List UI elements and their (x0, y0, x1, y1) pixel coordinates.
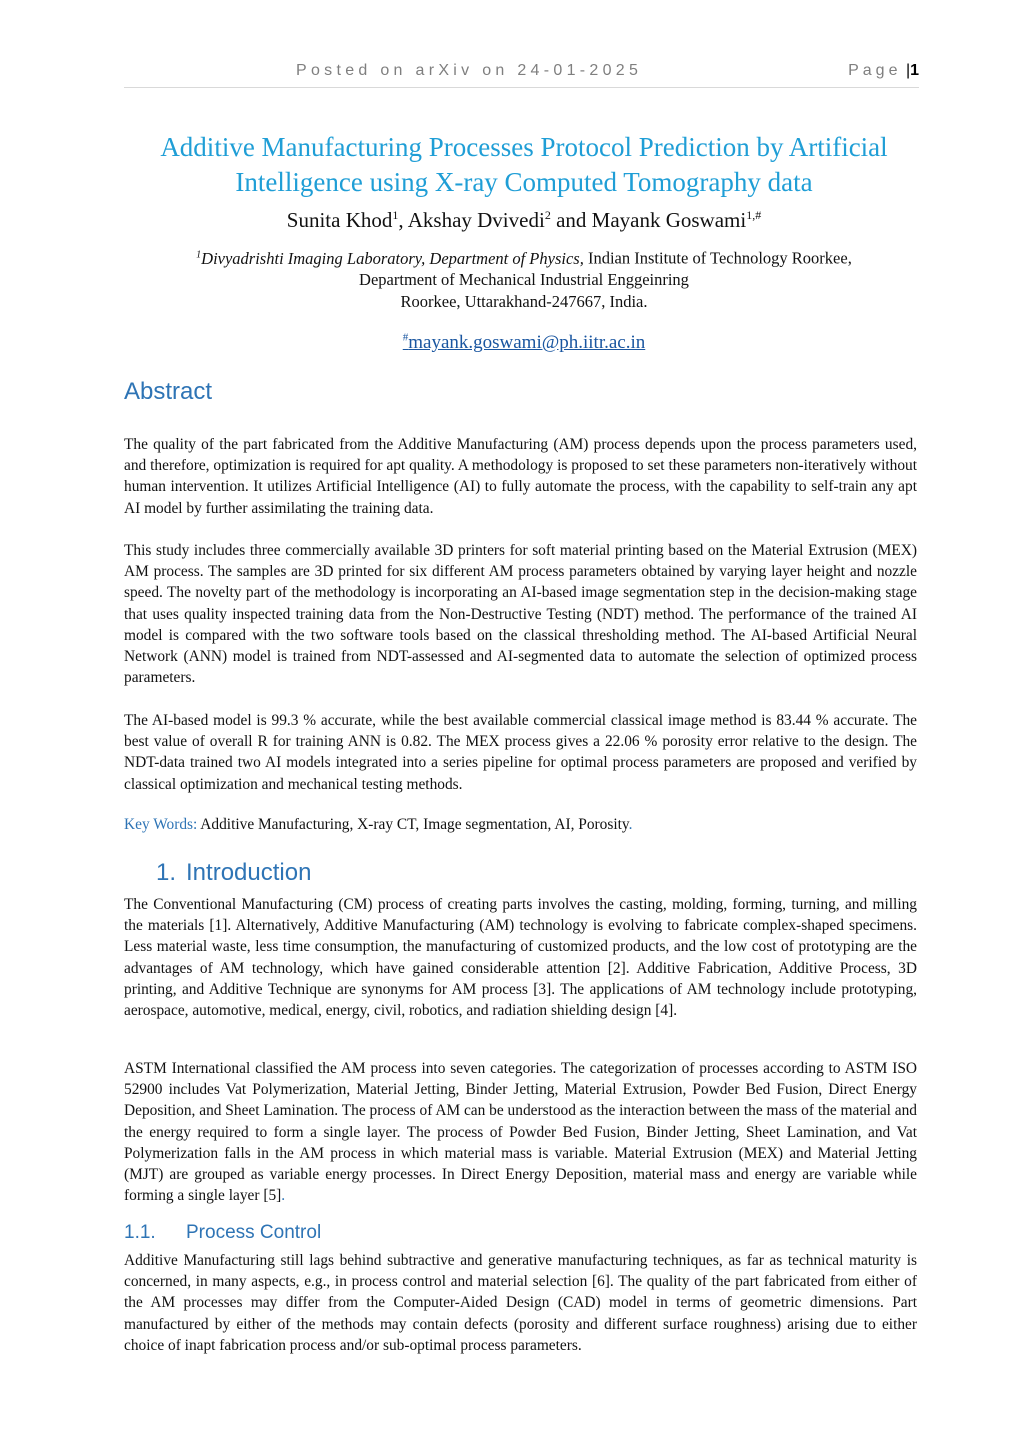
author-affiliation-mark: 2 (544, 208, 551, 222)
affiliation-line-1 (124, 244, 924, 269)
author-affiliation-mark: 1 (392, 208, 399, 222)
abstract-paragraph: The AI-based model is 99.3 % accurate, while the best available commercial classical image method is 83.44 % accurate. The best value of overall R for training ANN is 0.82. The MEX process gives a 22.06 % porosity error relative to the design. The NDT-data trained two AI models integrated into a series pipeline for optimal process parameters are proposed and verified by classical optimization and mechanical testing methods. (124, 712, 917, 793)
page-label (848, 62, 919, 80)
section-title: Introduction (186, 859, 312, 886)
section-number: 1. (156, 859, 177, 886)
author-separator: and (550, 208, 592, 232)
process-control-heading (124, 1222, 321, 1244)
email-mark: # (402, 332, 409, 344)
keywords-line (124, 816, 632, 834)
keywords-list: Additive Manufacturing, X-ray CT, Image segmentation, AI, Porosity (197, 816, 629, 833)
corresponding-email[interactable] (124, 332, 924, 354)
introduction-paragraph: The Conventional Manufacturing (CM) process of creating parts involves the casting, molding, forming, turning, and milling the materials [1]. Alternatively, Additive Manufacturing (AM) technology is evolving to fabricate complex-shaped specimens. Less material waste, less time consumption, the manufacturing of customized products, and the low cost of prototyping are the advantages of AM technology, which have gained considerable attention [2]. Additive Fabrication, Additive Process, 3D printing, and Additive Technique are synonyms for AM process [3]. The applications of AM technology include prototyping, aerospace, automotive, medical, energy, civil, robotics, and radiation shielding design [4]. (124, 896, 917, 1020)
subsection-number: 1.1. (124, 1222, 156, 1243)
page-word: Page (848, 62, 902, 79)
affiliation-mark: 1 (196, 249, 202, 260)
page-separator: | (905, 62, 911, 79)
page-number: 1 (910, 62, 919, 79)
introduction-paragraph (124, 1058, 917, 1206)
paragraph-end: . (281, 1187, 286, 1205)
keywords-period: . (628, 816, 633, 833)
title-line-2: Intelligence using X-ray Computed Tomography data (235, 167, 813, 197)
author-separator: , (398, 208, 408, 232)
citation: [5] (263, 1187, 282, 1205)
introduction-heading (156, 859, 311, 887)
keywords-label: Key Words: (124, 816, 198, 833)
email-address: mayank.goswami@ph.iitr.ac.in (408, 332, 646, 354)
abstract-heading: Abstract (124, 378, 213, 405)
paragraph-text: ASTM International classified the AM process into seven categories. The categorization of processes according to ASTM ISO 52900 includes Vat Polymerization, Material Jetting, Binder Jetting, Material Extrusion, Powder Bed Fusion, Direct Energy Deposition, and Sheet Lamination. The process of AM can be understood as the interaction between the mass of the material and the energy required to form a single layer. The process of Powder Bed Fusion, Binder Jetting, Sheet Lamination, and Vat Polymerization falls in the AM process in which material mass is variable. Material Extrusion (MEX) and Material Jetting (MJT) are grouped as variable energy processes. In Direct Energy Deposition, material mass and energy are variable while forming a single layer (124, 1060, 917, 1205)
posted-date: Posted on arXiv on 24-01-2025 (296, 62, 643, 79)
author-name: Akshay Dvivedi (407, 208, 545, 232)
affiliation-block (124, 244, 924, 312)
abstract-paragraph: This study includes three commercially available 3D printers for soft material printing based on the Material Extrusion (MEX) AM process. The samples are 3D printed for six different AM process parameters obtained by varying layer height and nozzle speed. The novelty part of the methodology is incorporating an AI-based image segmentation step in the decision-making stage that uses quality inspected training data from the Non-Destructive Testing (NDT) method. The performance of the trained AI model is compared with the two software tools based on the classical thresholding method. The AI-based Artificial Neural Network (ANN) model is trained from NDT-assessed and AI-segmented data to automate the selection of optimized process parameters. (124, 542, 917, 687)
affiliation-line-3: Roorkee, Uttarakhand-247667, India. (400, 291, 648, 311)
affiliation-lab: Divyadrishti Imaging Laboratory, Department of Physics, (201, 248, 584, 268)
author-affiliation-mark: 1,# (746, 208, 762, 222)
running-header (124, 62, 919, 88)
affiliation-line-2: Department of Mechanical Industrial Enggeinring (359, 270, 689, 289)
title-line-1: Additive Manufacturing Processes Protocol Prediction by Artificial (160, 132, 888, 162)
affiliation-institute: Indian Institute of Technology Roorkee, (583, 248, 852, 268)
author-name: Mayank Goswami (591, 208, 747, 232)
subsection-title: Process Control (186, 1222, 322, 1243)
paper-title (124, 130, 924, 200)
author-name: Sunita Khod (286, 208, 393, 232)
author-list (124, 201, 924, 234)
email-link[interactable] (403, 332, 646, 353)
abstract-paragraph: The quality of the part fabricated from the Additive Manufacturing (AM) process depends upon the process parameters used, and therefore, optimization is required for apt quality. A methodology is proposed to set these parameters non-iteratively without human intervention. It utilizes Artificial Intelligence (AI) to fully automate the process, with the capability to self-train any apt AI model by further assimilating the training data. (124, 436, 917, 517)
process-control-paragraph: Additive Manufacturing still lags behind subtractive and generative manufacturing techniques, as far as technical maturity is concerned, in many aspects, e.g., in process control and material selection [6]. The quality of the part fabricated from either of the AM processes may differ from the Computer-Aided Design (CAD) model in terms of geometric dimensions. Part manufactured by either of the methods may contain defects (porosity and different surface roughness) arising due to either choice of inapt fabrication process and/or sub-optimal process parameters. (124, 1252, 917, 1354)
